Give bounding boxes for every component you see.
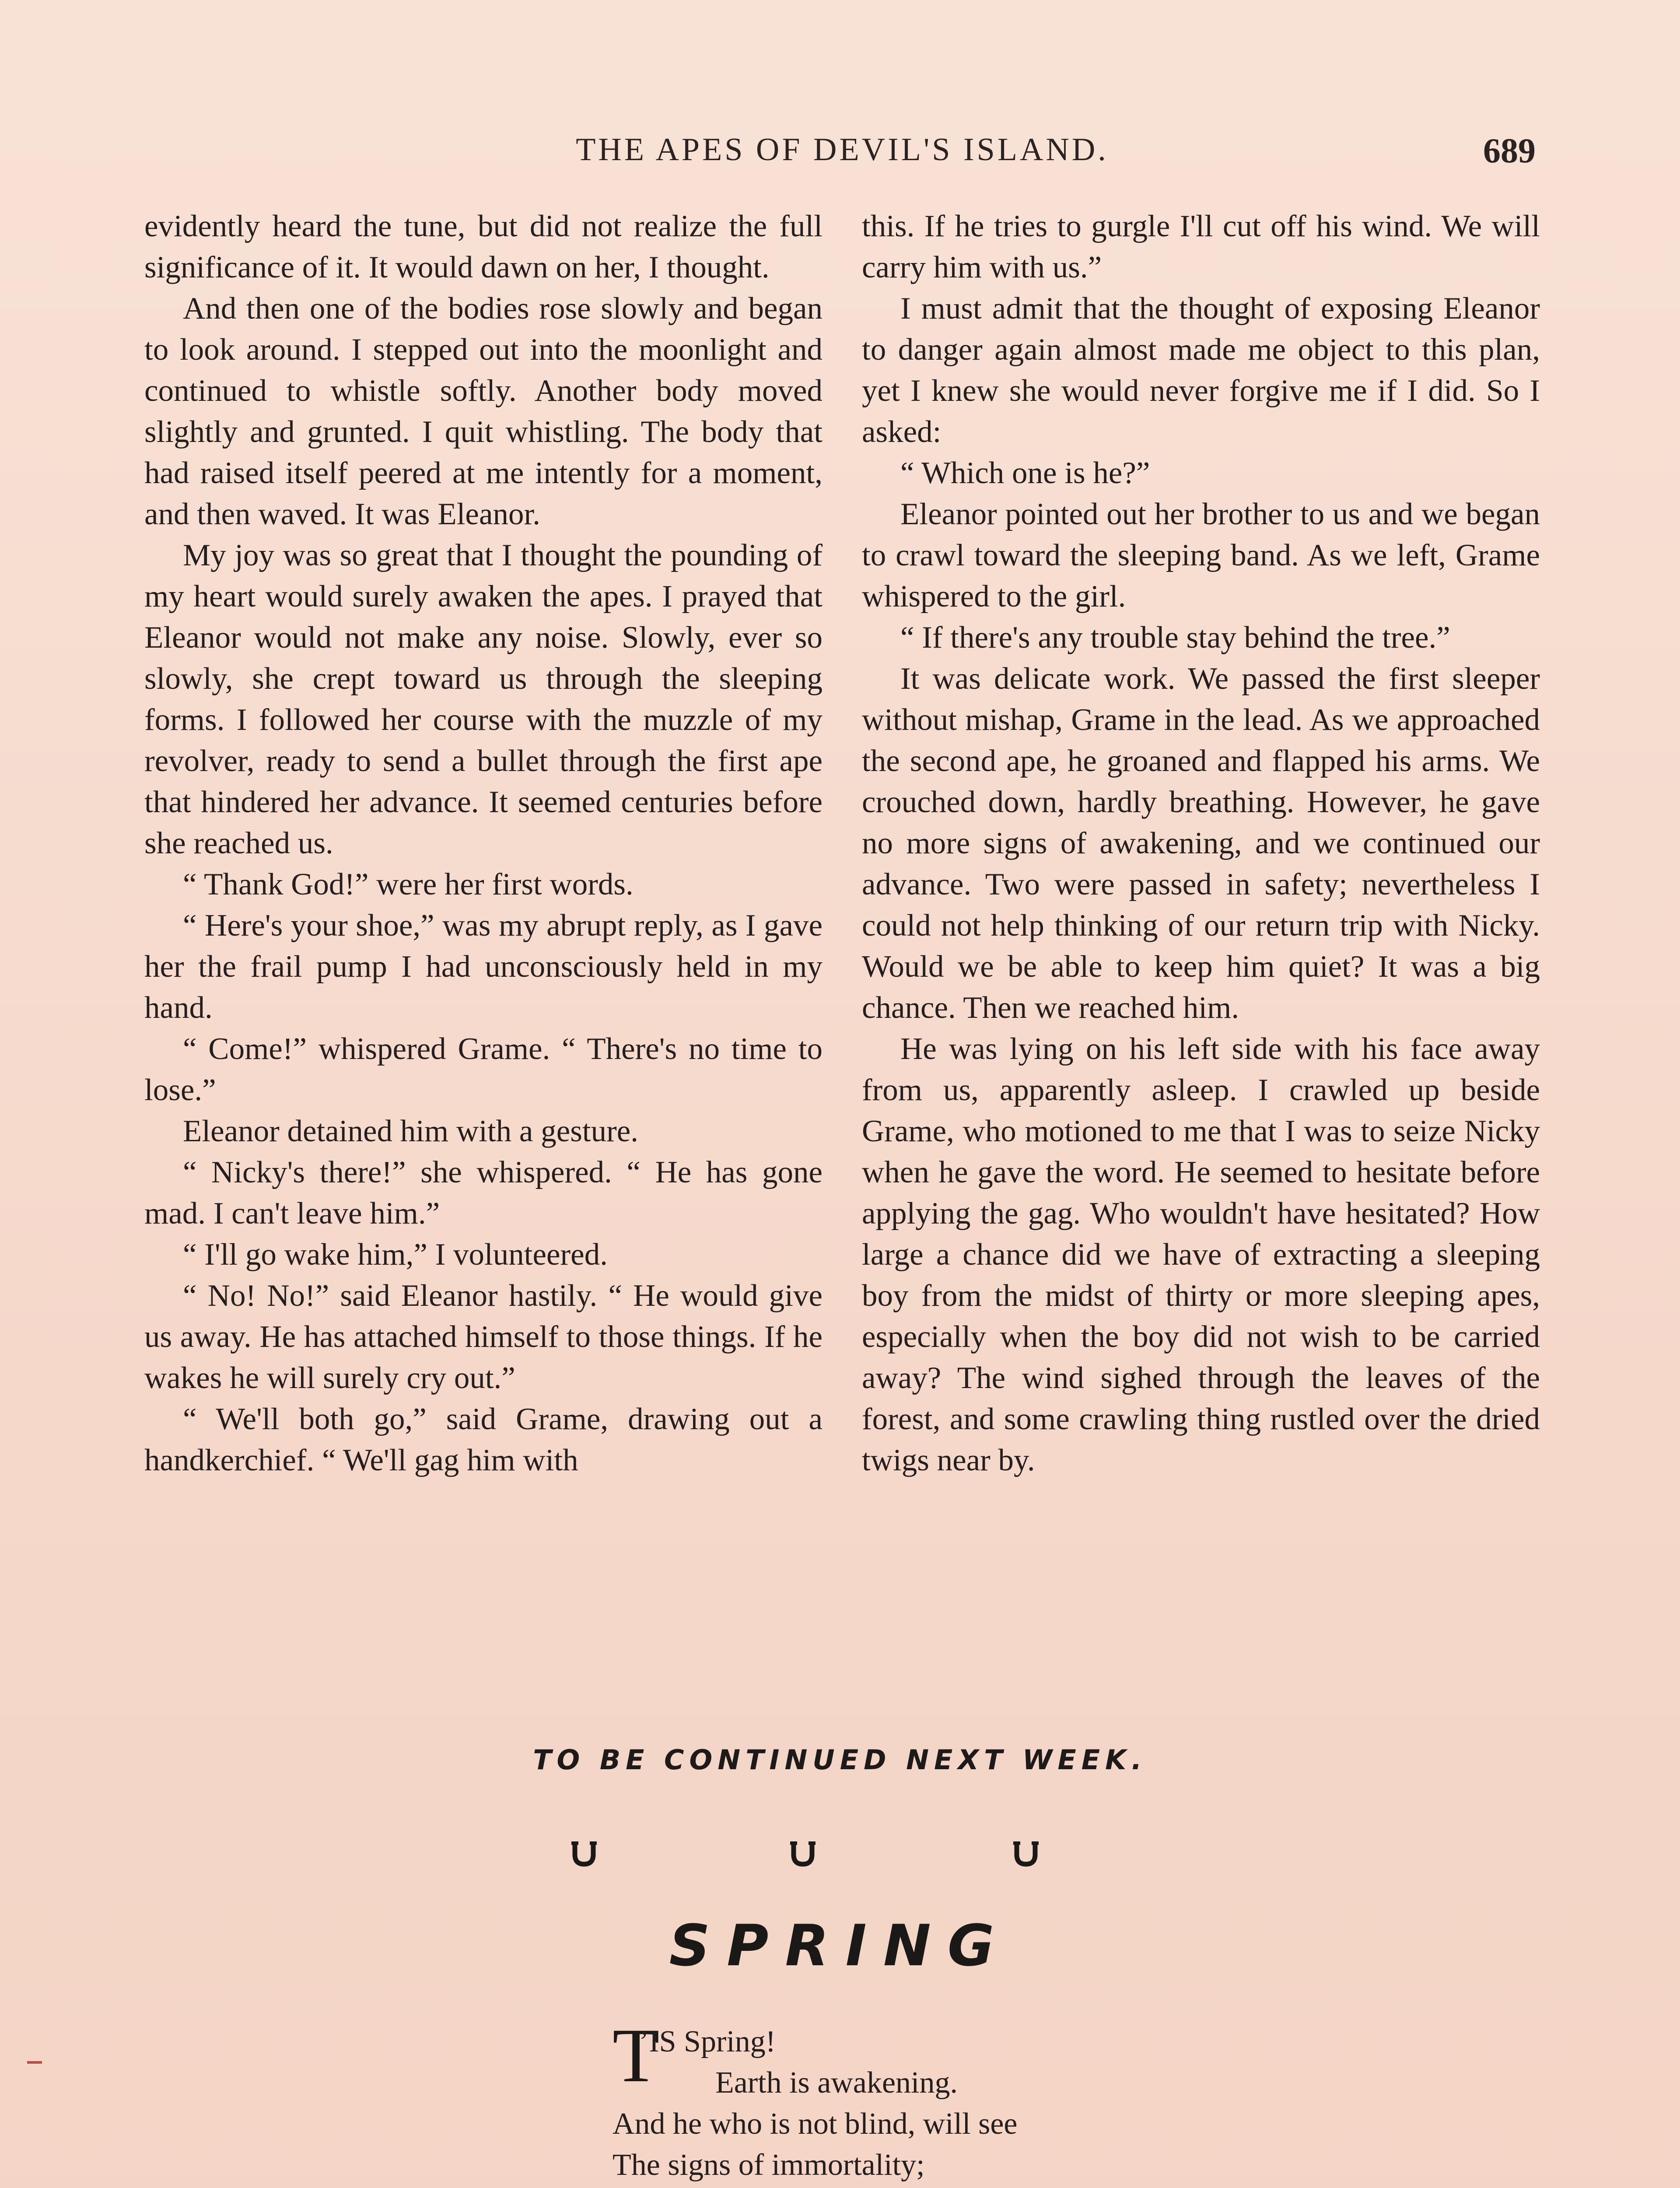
poem-line: The signs of immortality;: [612, 2148, 925, 2182]
paragraph: It was delicate work. We passed the first sleeper without mishap, Grame in the lead. As we approached the second ape, he groaned and flapped his arms. We crouched down, hardly breathing. However, he gave no more signs of awakening, and we continued our advance. Two were passed in safety; nevertheless I could not help thinking of our return trip with Nicky. Would we be able to keep him quiet? It was a big chance. Then we reached him.: [862, 662, 1540, 1025]
poem-line: And he who is not blind, will see: [612, 2107, 1018, 2141]
paragraph: evidently heard the tune, but did not realize the full significance of it. It would dawn on her, I thought.: [144, 209, 822, 284]
page-number: 689: [1483, 132, 1536, 170]
paragraph: He was lying on his left side with his face away from us, apparently asleep. I crawled up beside Grame, who motioned to me that I was to seize Nicky when he gave the word. He seemed to hesitate before applying the gag. Who wouldn't have hesitated? How large a chance did we have of extracting a sleeping boy from the midst of thirty or more sleeping apes, especially when the boy did not wish to be carried away? The wind sighed through the leaves of the forest, and some crawling thing rustled over the dried twigs near by.: [862, 1032, 1540, 1477]
paragraph: “ Here's your shoe,” was my abrupt reply, as I gave her the frail pump I had unconsciously held in my hand.: [144, 908, 822, 1025]
paragraph: “ Which one is he?”: [900, 456, 1150, 490]
paragraph: I must admit that the thought of exposing Eleanor to danger again almost made me object to this plan, yet I knew she would never forgive me if I did. So I asked:: [862, 291, 1540, 449]
paragraph: Eleanor pointed out her brother to us and we began to crawl toward the sleeping band. As we left, Grame whispered to the girl.: [862, 497, 1540, 614]
edge-mark: [27, 2061, 42, 2064]
poem-line: ’IS Spring!: [639, 2025, 776, 2058]
paragraph: Eleanor detained him with a gesture.: [183, 1114, 638, 1148]
paragraph: “ No! No!” said Eleanor hastily. “ He would give us away. He has attached himself to those things. If he wakes he will surely cry out.”: [144, 1279, 822, 1395]
poem-title: SPRING: [669, 1912, 1011, 1979]
paragraph: “ We'll both go,” said Grame, drawing out a handkerchief. “ We'll gag him with: [144, 1402, 822, 1477]
continued-notice: TO BE CONTINUED NEXT WEEK.: [533, 1744, 1147, 1776]
horseshoe-ornament-icon: [788, 1838, 818, 1869]
horseshoe-ornament-icon: [569, 1838, 599, 1869]
right-column: [862, 206, 1540, 1746]
story-columns: [144, 206, 1540, 1746]
paragraph: this. If he tries to gurgle I'll cut off his wind. We will carry him with us.”: [862, 209, 1540, 284]
paragraph: “ Thank God!” were her first words.: [183, 867, 634, 901]
ornament-row: [569, 1838, 1120, 1886]
paragraph: “ If there's any trouble stay behind the tree.”: [900, 621, 1450, 655]
left-column: [144, 206, 822, 1746]
paragraph: “ I'll go wake him,” I volunteered.: [183, 1238, 608, 1272]
poem-line: Earth is awakening.: [715, 2066, 958, 2100]
paragraph: “ Come!” whispered Grame. “ There's no time to lose.”: [144, 1032, 822, 1107]
poem: [612, 2013, 1312, 2188]
paragraph: And then one of the bodies rose slowly and began to look around. I stepped out into the moonlight and continued to whistle softly. Another body moved slightly and grunted. I quit whistling. The body that had raised itself peered at me intently for a moment, and then waved. It was Eleanor.: [144, 291, 822, 531]
horseshoe-ornament-icon: [1011, 1838, 1041, 1869]
poem-line: [612, 2186, 967, 2188]
drop-cap: T: [612, 2013, 660, 2098]
running-head: [149, 131, 1536, 179]
paragraph: “ Nicky's there!” she whispered. “ He has gone mad. I can't leave him.”: [144, 1155, 822, 1231]
paragraph: My joy was so great that I thought the pounding of my heart would surely awaken the apes. I prayed that Eleanor would not make any noise. Slowly, ever so slowly, she crept toward us through the sleeping forms. I followed her course with the muzzle of my revolver, ready to send a bullet through the first ape that hindered her advance. It seemed centuries before she reached us.: [144, 538, 822, 860]
running-title: THE APES OF DEVIL'S ISLAND.: [576, 132, 1109, 168]
